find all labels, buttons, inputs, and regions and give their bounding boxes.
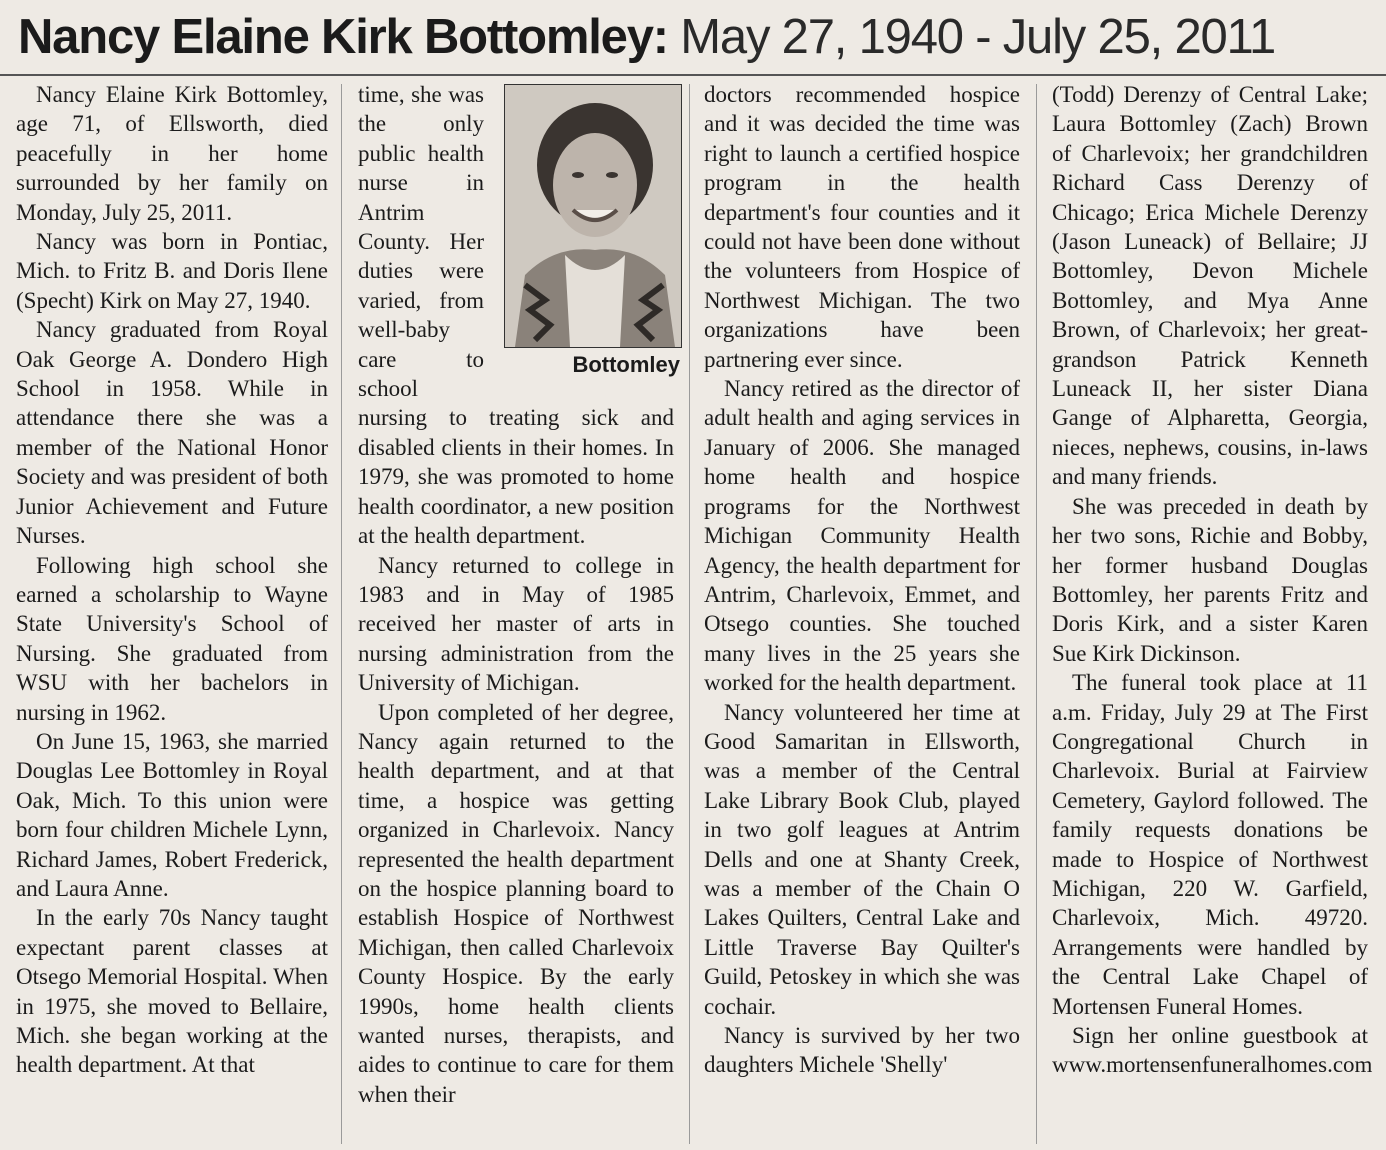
paragraph: Nancy graduated from Royal Oak George A. Dondero High School in 1958. While in attendance there she was a member of the National Honor Society and was president of both Junior Achievement and Future Nurses. <box>16 317 328 549</box>
portrait-image <box>505 85 681 347</box>
headline-name: Nancy Elaine Kirk Bottomley: <box>18 10 668 64</box>
column-divider <box>1036 84 1037 1144</box>
paragraph: Nancy was born in Pontiac, Mich. to Fritz B. and Doris Ilene (Specht) Kirk on May 27, 1940. <box>16 229 328 313</box>
paragraph: Nancy Elaine Kirk Bottomley, age 71, of Ellsworth, died peacefully in her home surrounded by her family on Monday, July 25, 2011. <box>16 82 328 225</box>
paragraph: time, she was the only public health nurse in Antrim County. Her duties were varied, from well-baby care to school nursing to treating sick and disabled clients in their homes. In 1979, she was promoted to home health coordinator, a new position at the health department. <box>358 82 674 549</box>
paragraph: Sign her online guestbook at www.mortensenfuneralhomes.com <box>1052 1023 1373 1078</box>
column-divider <box>689 84 690 1144</box>
paragraph: Nancy volunteered her time at Good Samaritan in Ellsworth, was a member of the Central Lake Library Book Club, played in two golf leagues at Antrim Dells and one at Shanty Creek, was a member of the Chain O Lakes Quilters, Central Lake and Little Traverse Bay Quilter's Guild, Petoskey in which she was cochair. <box>704 699 1020 1019</box>
paragraph: Nancy returned to college in 1983 and in May of 1985 received her master of arts in nursing administration from the University of Michigan. <box>358 552 674 696</box>
headline-dates: May 27, 1940 - July 25, 2011 <box>680 10 1276 64</box>
paragraph: On June 15, 1963, she married Douglas Lee Bottomley in Royal Oak, Mich. To this union were born four children Michele Lynn, Richard James, Robert Frederick, and Laura Anne. <box>16 728 328 901</box>
paragraph: Nancy is survived by her two daughters Michele 'Shelly' <box>704 1023 1020 1078</box>
paragraph: She was preceded in death by her two sons, Richie and Bobby, her former husband Douglas Bottomley, her parents Fritz and Doris Kirk, and a sister Karen Sue Kirk Dickinson. <box>1052 493 1368 666</box>
paragraph: The funeral took place at 11 a.m. Friday, July 29 at The First Congregational Church in Charlevoix. Burial at Fairview Cemetery, Gaylord followed. The family requests donations be made to Hospice of Northwest Michigan, 220 W. Garfield, Charlevoix, Mich. 49720. Arrangements were handled by the Central Lake Chapel of Mortensen Funeral Homes. <box>1052 670 1368 1019</box>
headline <box>18 4 1378 70</box>
paragraph: doctors recommended hospice and it was decided the time was right to launch a certified hospice program in the health department's four counties and it could not have been done without the volunteers from Hospice of Northwest Michigan. The two organizations have been partnering ever since. <box>704 82 1020 372</box>
column-divider <box>341 84 342 1144</box>
column-1 <box>16 80 328 1080</box>
paragraph: (Todd) Derenzy of Central Lake; Laura Bottomley (Zach) Brown of Charlevoix; her grandchildren Richard Cass Derenzy of Chicago; Erica Michele Derenzy (Jason Luneack) of Bellaire; JJ Bottomley, Devon Michele Bottomley, and Mya Anne Brown, of Charlevoix; her great-grandson Patrick Kenneth Luneack II, her sister Diana Gange of Alpharetta, Georgia, nieces, nephews, cousins, in-laws and many friends. <box>1052 82 1368 490</box>
portrait-photo <box>504 84 682 348</box>
paragraph: Upon completed of her degree, Nancy again returned to the health department, and at that time, a hospice was getting organized in Charlevoix. Nancy represented the health department on the hospice planning board to establish Hospice of Northwest Michigan, then called Charlevoix County Hospice. By the early 1990s, home health clients wanted nurses, therapists, and aides to continue to care for them when their <box>358 699 674 1107</box>
photo-caption: Bottomley <box>572 352 680 377</box>
paragraph: Following high school she earned a scholarship to Wayne State University's School of Nursing. She graduated from WSU with her bachelors in nursing in 1962. <box>16 552 328 725</box>
column-3 <box>704 80 1020 1080</box>
paragraph: In the early 70s Nancy taught expectant parent classes at Otsego Memorial Hospital. When in 1975, she moved to Bellaire, Mich. she began working at the health department. At that <box>16 905 328 1078</box>
paragraph: Nancy retired as the director of adult health and aging services in January of 2006. She managed home health and hospice programs for the Northwest Michigan Community Health Agency, the health department for Antrim, Charlevoix, Emmet, and Otsego counties. She touched many lives in the 25 years she worked for the health department. <box>704 376 1020 696</box>
headline-rule <box>0 74 1386 76</box>
column-4 <box>1052 80 1373 1080</box>
